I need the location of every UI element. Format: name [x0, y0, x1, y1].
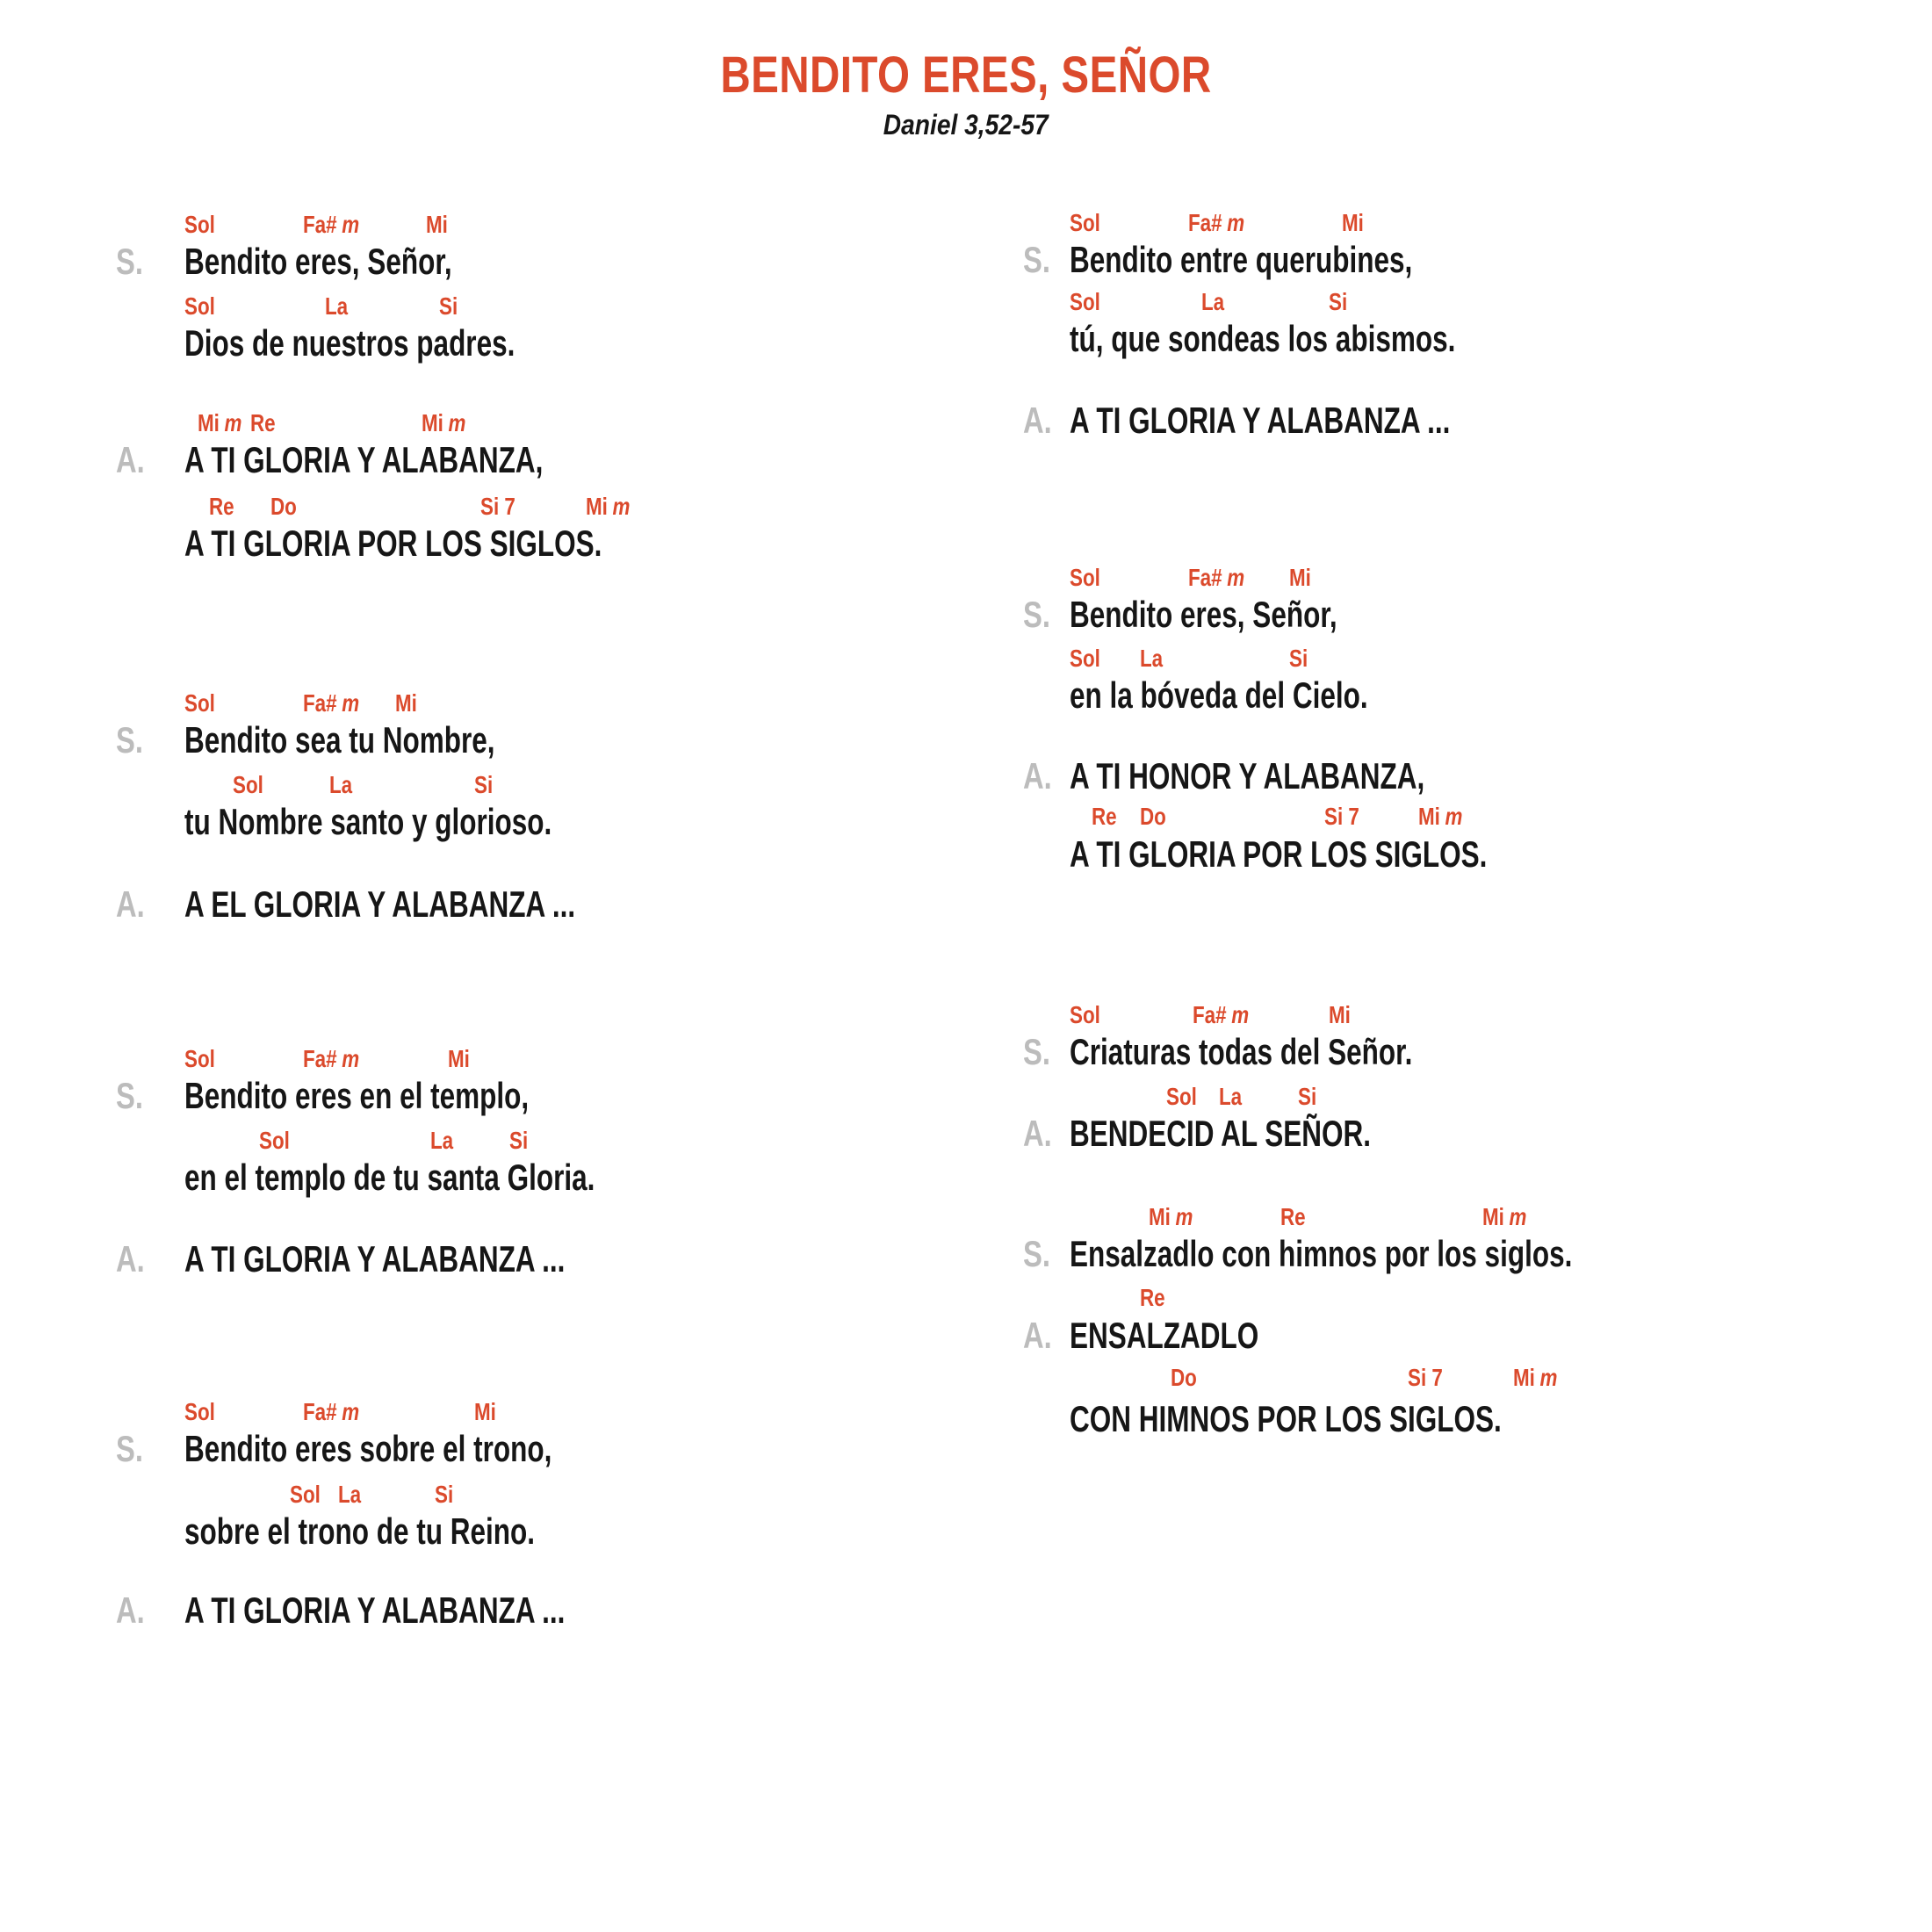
lyric-line: Bendito sea tu Nombre,	[184, 719, 495, 761]
chord-symbol	[1280, 1203, 1306, 1231]
chord-root: La	[430, 1127, 454, 1154]
chord-symbol	[448, 1045, 470, 1073]
chord-root: Si	[435, 1481, 454, 1508]
chord-symbol	[184, 689, 215, 717]
chord-symbol	[233, 771, 263, 799]
chord-symbol	[1289, 564, 1311, 592]
chord-root: La	[1140, 645, 1164, 672]
chord-root: Fa#	[303, 689, 337, 717]
chord-symbol	[422, 409, 465, 437]
chord-symbol	[1092, 803, 1117, 831]
chord-root: Si	[439, 292, 458, 320]
chord-symbol	[1188, 209, 1244, 237]
chord-symbol	[184, 211, 215, 239]
chord-symbol	[1070, 288, 1100, 316]
chord-root: Si 7	[1324, 803, 1359, 830]
chord-symbol	[1329, 1001, 1351, 1029]
lyric-line: Bendito eres sobre el trono,	[184, 1428, 552, 1469]
chord-root: Re	[1280, 1203, 1306, 1230]
chord-symbol	[184, 292, 215, 321]
chord-minor-suffix: m	[342, 1045, 360, 1072]
chord-root: Si 7	[480, 493, 515, 520]
lyric-line: Bendito eres en el templo,	[184, 1075, 530, 1116]
chord-root: Mi	[1342, 209, 1364, 236]
chord-symbol	[270, 493, 297, 521]
chord-root: La	[329, 771, 353, 798]
chord-symbol	[1482, 1203, 1526, 1231]
chord-root: La	[325, 292, 349, 320]
speaker-label: A.	[116, 883, 145, 925]
chord-root: Mi	[395, 689, 417, 717]
chord-symbol	[1193, 1001, 1249, 1029]
lyric-line: Dios de nuestros padres.	[184, 322, 515, 364]
song-title-text: BENDITO ERES, SEÑOR	[720, 47, 1212, 104]
lyric-line: tu Nombre santo y glorioso.	[184, 801, 552, 842]
chord-root: Sol	[1070, 209, 1100, 236]
chord-root: Fa#	[303, 1398, 337, 1425]
song-title	[0, 46, 1932, 105]
chord-root: Si	[474, 771, 494, 798]
lyric-line: BENDECID AL SEÑOR.	[1070, 1113, 1372, 1154]
chord-symbol	[1140, 645, 1163, 673]
chord-root: Sol	[1166, 1083, 1197, 1110]
chord-root: Fa#	[1188, 209, 1222, 236]
chord-symbol	[1140, 803, 1166, 831]
chord-root: Mi	[198, 409, 220, 436]
chord-symbol	[184, 1045, 215, 1073]
song-subtitle-text: Daniel 3,52-57	[883, 109, 1049, 141]
speaker-label: S.	[116, 241, 143, 282]
chord-symbol	[1289, 645, 1308, 673]
chord-symbol	[325, 292, 348, 321]
chord-root: Sol	[259, 1127, 290, 1154]
chord-root: Mi	[1418, 803, 1440, 830]
lyric-line: A TI GLORIA POR LOS SIGLOS.	[1070, 833, 1488, 875]
chord-root: Sol	[184, 211, 215, 238]
chord-symbol	[474, 771, 493, 799]
lyric-line: Bendito eres, Señor,	[1070, 594, 1337, 635]
chord-symbol	[1188, 564, 1244, 592]
lyric-line: en la bóveda del Cielo.	[1070, 674, 1368, 716]
lyric-line: A TI GLORIA Y ALABANZA ...	[184, 1590, 566, 1631]
chord-root: Si 7	[1408, 1364, 1443, 1391]
lyric-line: A EL GLORIA Y ALABANZA ...	[184, 883, 576, 925]
chord-root: Sol	[290, 1481, 321, 1508]
chord-symbol	[1408, 1364, 1443, 1392]
chord-root: Do	[1140, 803, 1166, 830]
chord-root: Si	[1289, 645, 1308, 672]
lyric-line: A TI GLORIA Y ALABANZA ...	[1070, 400, 1451, 441]
chord-root: Fa#	[303, 211, 337, 238]
chord-symbol	[338, 1481, 361, 1509]
chord-minor-suffix: m	[1445, 803, 1463, 830]
chord-minor-suffix: m	[1231, 1001, 1250, 1028]
chord-root: Sol	[184, 292, 215, 320]
chord-symbol	[184, 1398, 215, 1426]
speaker-label: A.	[1023, 400, 1052, 441]
chord-root: Re	[1140, 1284, 1165, 1311]
speaker-label: A.	[1023, 755, 1052, 797]
chord-symbol	[303, 211, 359, 239]
chord-root: Mi	[586, 493, 608, 520]
chord-symbol	[1140, 1284, 1165, 1312]
chord-root: Mi	[426, 211, 448, 238]
chord-root: Sol	[1070, 1001, 1100, 1028]
chord-root: Mi	[1289, 564, 1311, 591]
chord-symbol	[250, 409, 276, 437]
chord-root: Sol	[184, 1398, 215, 1425]
chord-root: La	[1219, 1083, 1243, 1110]
lyric-line: Criaturas todas del Señor.	[1070, 1031, 1413, 1072]
lyric-line: tú, que sondeas los abismos.	[1070, 318, 1456, 359]
lyric-line: A TI HONOR Y ALABANZA,	[1070, 755, 1425, 797]
chord-root: Mi	[1149, 1203, 1171, 1230]
chord-symbol	[1149, 1203, 1193, 1231]
chord-symbol	[1513, 1364, 1557, 1392]
chord-root: Sol	[1070, 564, 1100, 591]
chord-minor-suffix: m	[448, 409, 466, 436]
chord-root: Mi	[1513, 1364, 1535, 1391]
chord-minor-suffix: m	[1227, 209, 1245, 236]
chord-root: Sol	[233, 771, 263, 798]
chord-symbol	[480, 493, 515, 521]
speaker-label: A.	[1023, 1315, 1052, 1356]
chord-root: Fa#	[1188, 564, 1222, 591]
chord-root: La	[1201, 288, 1225, 315]
chord-minor-suffix: m	[1539, 1364, 1558, 1391]
chord-root: Si	[1298, 1083, 1317, 1110]
chord-root: Sol	[184, 1045, 215, 1072]
chord-root: Re	[209, 493, 234, 520]
chord-minor-suffix: m	[224, 409, 242, 436]
chord-symbol	[439, 292, 458, 321]
chord-symbol	[430, 1127, 453, 1155]
chord-minor-suffix: m	[1227, 564, 1245, 591]
chord-symbol	[586, 493, 630, 521]
chord-minor-suffix: m	[1175, 1203, 1193, 1230]
chord-symbol	[1418, 803, 1462, 831]
chord-root: Mi	[474, 1398, 496, 1425]
chord-symbol	[426, 211, 448, 239]
chord-root: Sol	[184, 689, 215, 717]
chord-symbol	[1298, 1083, 1316, 1111]
chord-root: Fa#	[1193, 1001, 1227, 1028]
chord-symbol	[474, 1398, 496, 1426]
chord-root: Fa#	[303, 1045, 337, 1072]
lyric-line: ENSALZADLO	[1070, 1315, 1259, 1356]
speaker-label: S.	[1023, 239, 1050, 280]
speaker-label: A.	[116, 439, 145, 480]
chord-root: Mi	[448, 1045, 470, 1072]
chord-root: Sol	[1070, 288, 1100, 315]
chord-symbol	[303, 689, 359, 717]
chord-symbol	[1171, 1364, 1197, 1392]
chord-root: Do	[270, 493, 297, 520]
speaker-label: A.	[116, 1590, 145, 1631]
chord-symbol	[509, 1127, 528, 1155]
chord-root: Sol	[1070, 645, 1100, 672]
chord-symbol	[1201, 288, 1224, 316]
chord-root: Si	[1329, 288, 1348, 315]
chord-minor-suffix: m	[342, 689, 360, 717]
chord-symbol	[303, 1045, 359, 1073]
chord-symbol	[1342, 209, 1364, 237]
chord-root: Re	[1092, 803, 1117, 830]
lyric-line: A TI GLORIA Y ALABANZA ...	[184, 1238, 566, 1280]
speaker-label: S.	[116, 1075, 143, 1116]
chord-symbol	[435, 1481, 453, 1509]
lyric-line: Ensalzadlo con himnos por los siglos.	[1070, 1233, 1573, 1274]
chord-root: Si	[509, 1127, 529, 1154]
lyric-line: sobre el trono de tu Reino.	[184, 1510, 536, 1552]
speaker-label: S.	[116, 719, 143, 761]
chord-symbol	[395, 689, 417, 717]
chord-symbol	[1324, 803, 1359, 831]
lyric-line: Bendito entre querubines,	[1070, 239, 1413, 280]
chord-minor-suffix: m	[612, 493, 631, 520]
speaker-label: S.	[1023, 1233, 1050, 1274]
chord-symbol	[1070, 1001, 1100, 1029]
speaker-label: S.	[116, 1428, 143, 1469]
chord-symbol	[1329, 288, 1347, 316]
chord-symbol	[198, 409, 242, 437]
chord-symbol	[290, 1481, 321, 1509]
chord-symbol	[1166, 1083, 1197, 1111]
chord-symbol	[209, 493, 234, 521]
speaker-label: S.	[1023, 594, 1050, 635]
chord-root: La	[338, 1481, 362, 1508]
chord-root: Mi	[1482, 1203, 1504, 1230]
chord-root: Mi	[422, 409, 443, 436]
speaker-label: A.	[1023, 1113, 1052, 1154]
chord-symbol	[1070, 645, 1100, 673]
lyric-line: A TI GLORIA Y ALABANZA,	[184, 439, 544, 480]
lyric-line: CON HIMNOS POR LOS SIGLOS.	[1070, 1398, 1502, 1439]
chord-symbol	[1219, 1083, 1242, 1111]
chord-symbol	[259, 1127, 290, 1155]
chord-root: Re	[250, 409, 276, 436]
speaker-label: S.	[1023, 1031, 1050, 1072]
chord-symbol	[303, 1398, 359, 1426]
chord-minor-suffix: m	[342, 211, 360, 238]
lyric-line: Bendito eres, Señor,	[184, 241, 452, 282]
chord-symbol	[1070, 564, 1100, 592]
lyric-line: en el templo de tu santa Gloria.	[184, 1157, 595, 1198]
speaker-label: A.	[116, 1238, 145, 1280]
chord-minor-suffix: m	[1509, 1203, 1527, 1230]
song-subtitle	[0, 109, 1932, 141]
chord-root: Mi	[1329, 1001, 1351, 1028]
chord-symbol	[329, 771, 352, 799]
chord-minor-suffix: m	[342, 1398, 360, 1425]
lyric-line: A TI GLORIA POR LOS SIGLOS.	[184, 523, 602, 564]
chord-symbol	[1070, 209, 1100, 237]
chord-root: Do	[1171, 1364, 1197, 1391]
